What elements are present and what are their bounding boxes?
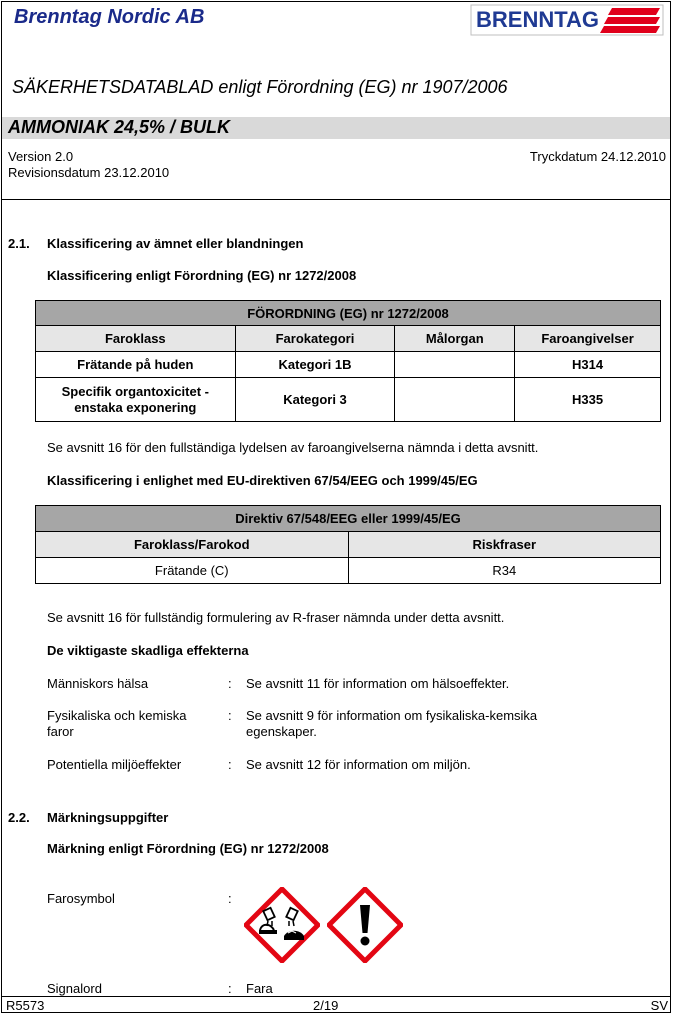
table-cell: H314 bbox=[515, 352, 661, 378]
table-title: Direktiv 67/548/EEG eller 1999/45/EG bbox=[36, 506, 661, 532]
section-title: Märkningsuppgifter bbox=[47, 810, 169, 825]
subsection-heading: Märkning enligt Förordning (EG) nr 1272/2008 bbox=[47, 841, 329, 856]
version: Version 2.0 bbox=[8, 149, 74, 164]
table-row bbox=[36, 558, 661, 584]
effect-colon: : bbox=[228, 757, 232, 772]
clp-note: Se avsnitt 16 för den fullständiga lydelsen av faroangivelserna nämnda i detta avsnitt. bbox=[47, 440, 539, 455]
footer-doc-code: R5573 bbox=[6, 998, 45, 1013]
effect-value-line2: egenskaper. bbox=[246, 724, 317, 739]
pictogram-label: Farosymbol bbox=[47, 891, 115, 906]
section-number: 2.1. bbox=[8, 236, 30, 251]
table-cell bbox=[36, 378, 236, 422]
table-row bbox=[36, 352, 661, 378]
effect-value: Se avsnitt 11 för information om hälsoeffekter. bbox=[246, 676, 510, 691]
eu-classification-table bbox=[35, 505, 661, 584]
brenntag-logo bbox=[470, 4, 666, 44]
eu-note: Se avsnitt 16 för fullständig formulering av R-fraser nämnda under detta avsnitt. bbox=[47, 610, 505, 625]
column-header: Faroklass/Farokod bbox=[36, 532, 349, 558]
footer-language: SV bbox=[650, 998, 668, 1013]
table-title: FÖRORDNING (EG) nr 1272/2008 bbox=[36, 301, 661, 326]
subsection-heading: Klassificering i enlighet med EU-direktiven 67/54/EEG och 1999/45/EG bbox=[47, 473, 478, 488]
column-header: Riskfraser bbox=[348, 532, 660, 558]
section-number: 2.2. bbox=[8, 810, 30, 825]
cell-line: enstaka exponering bbox=[74, 399, 197, 415]
signal-word-label: Signalord bbox=[47, 981, 102, 996]
corrosion-pictogram-icon bbox=[244, 887, 320, 963]
column-header: Farokategori bbox=[235, 326, 395, 352]
print-date: Tryckdatum 24.12.2010 bbox=[529, 149, 666, 164]
column-header: Faroklass bbox=[36, 326, 236, 352]
table-cell: Frätande på huden bbox=[36, 352, 236, 378]
table-cell: Kategori 3 bbox=[235, 378, 395, 422]
revision-date: Revisionsdatum 23.12.2010 bbox=[8, 165, 170, 180]
effect-colon: : bbox=[228, 676, 232, 691]
logo-text: BRENNTAG bbox=[476, 7, 600, 32]
effect-label: Människors hälsa bbox=[47, 676, 149, 691]
pictogram-colon: : bbox=[228, 891, 232, 906]
table-row bbox=[36, 378, 661, 422]
effect-label: Fysikaliska och kemiska bbox=[47, 708, 187, 723]
column-header: Faroangivelser bbox=[515, 326, 661, 352]
footer-divider bbox=[2, 996, 670, 997]
subsection-heading: De viktigaste skadliga effekterna bbox=[47, 643, 249, 658]
table-cell: Frätande (C) bbox=[36, 558, 349, 584]
table-cell bbox=[395, 352, 515, 378]
signal-word-value: Fara bbox=[246, 981, 273, 996]
header-divider bbox=[2, 199, 670, 200]
table-cell bbox=[395, 378, 515, 422]
effect-label-line2: faror bbox=[47, 724, 74, 739]
effect-value: Se avsnitt 12 för information om miljön. bbox=[246, 757, 471, 772]
effect-label: Potentiella miljöeffekter bbox=[47, 757, 182, 772]
clp-classification-table bbox=[35, 300, 661, 422]
subsection-heading: Klassificering enligt Förordning (EG) nr 1272/2008 bbox=[47, 268, 357, 283]
table-cell: Kategori 1B bbox=[235, 352, 395, 378]
exclamation-mark-pictogram-icon bbox=[327, 887, 403, 963]
section-title: Klassificering av ämnet eller blandningen bbox=[47, 236, 304, 251]
table-cell: R34 bbox=[348, 558, 660, 584]
product-name: AMMONIAK 24,5% / BULK bbox=[8, 117, 231, 137]
effect-colon: : bbox=[228, 708, 232, 723]
column-header: Målorgan bbox=[395, 326, 515, 352]
cell-line: Specifik organtoxicitet - bbox=[61, 383, 209, 399]
footer-page-number: 2/19 bbox=[313, 998, 339, 1013]
signal-word-colon: : bbox=[228, 981, 232, 996]
company-name: Brenntag Nordic AB bbox=[14, 6, 205, 28]
table-cell: H335 bbox=[515, 378, 661, 422]
document-title: SÄKERHETSDATABLAD enligt Förordning (EG) nr 1907/2006 bbox=[12, 77, 508, 97]
effect-value: Se avsnitt 9 för information om fysikaliska-kemsika bbox=[246, 708, 538, 723]
